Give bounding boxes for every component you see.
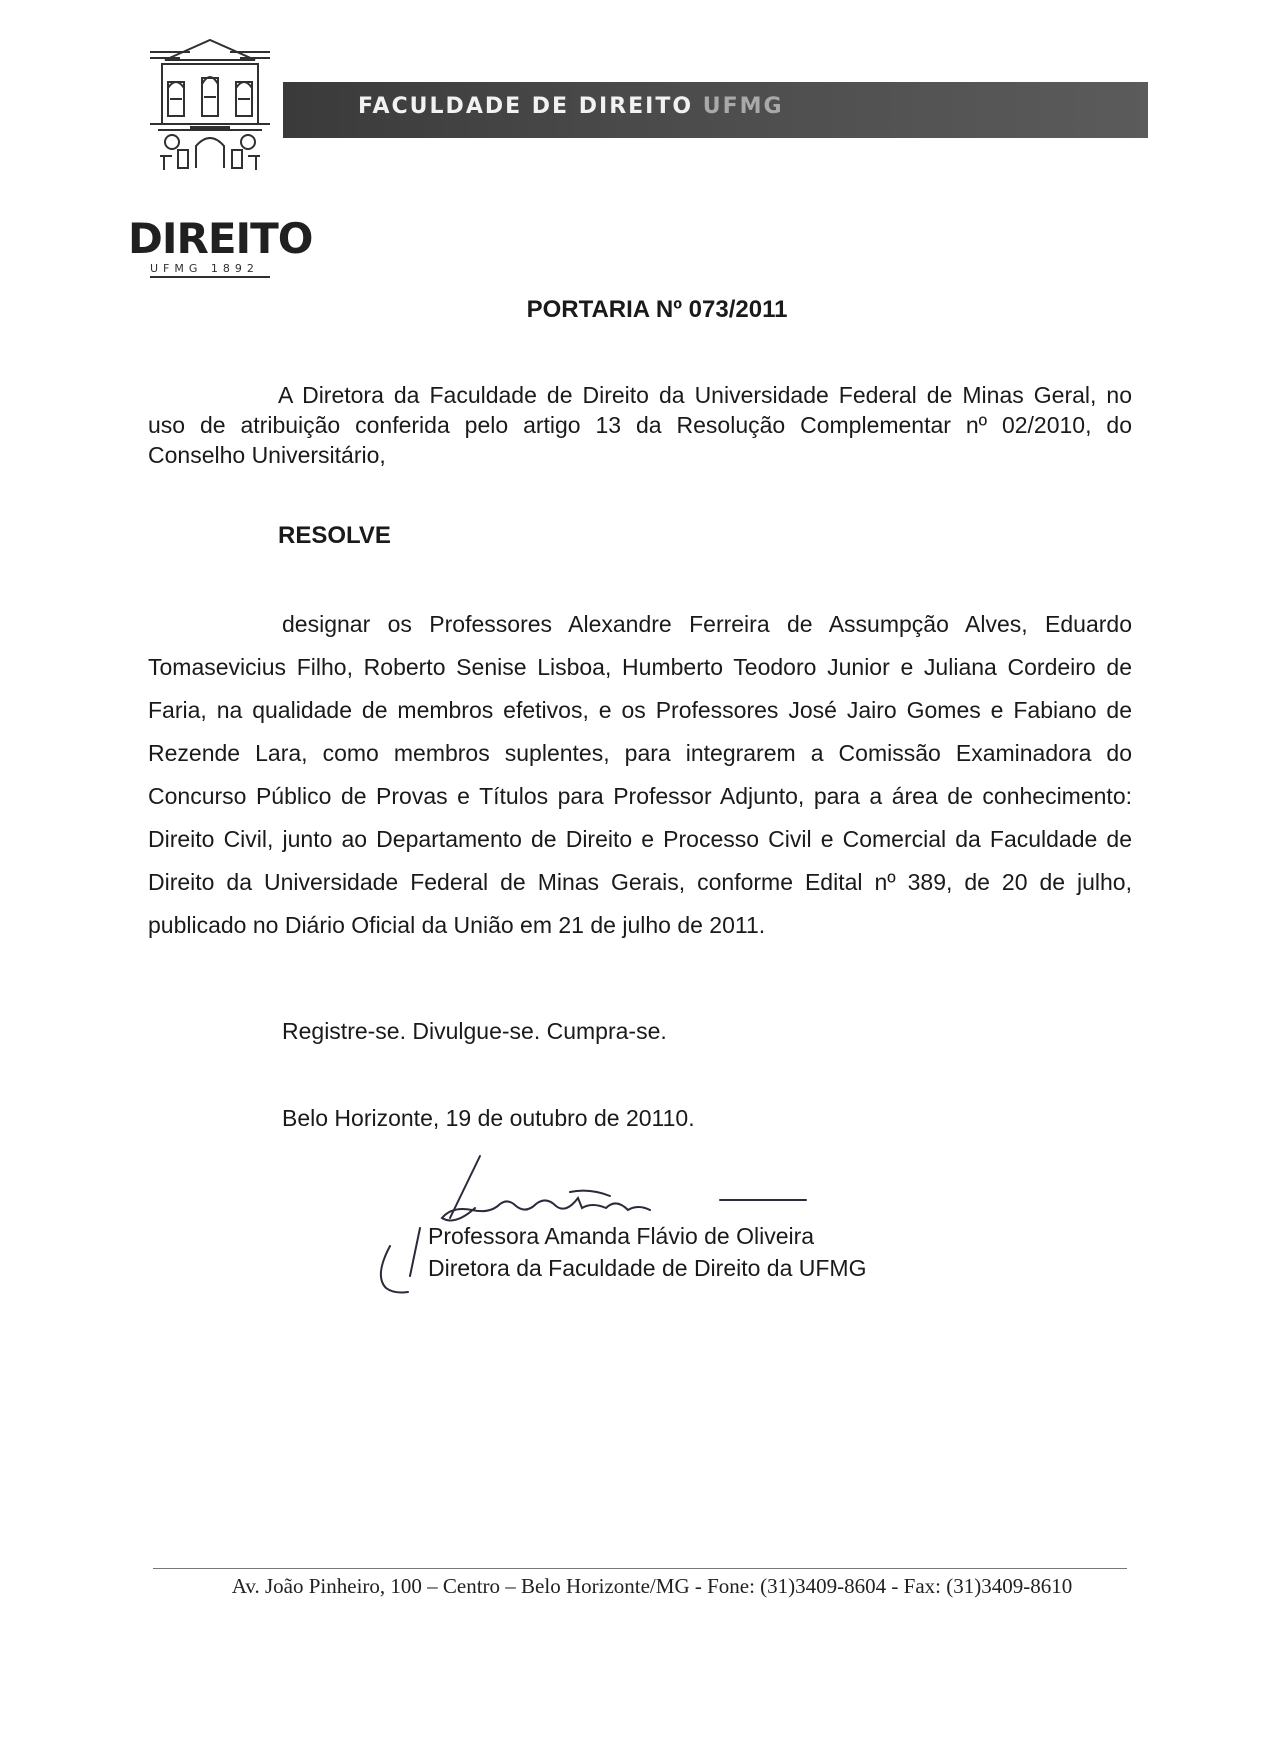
closing-line: Registre-se. Divulgue-se. Cumpra-se.: [282, 1018, 667, 1044]
banner-title: [358, 94, 784, 119]
footer-divider: [153, 1568, 1127, 1569]
body-paragraph: [148, 603, 1132, 947]
banner-title-ufmg: UFMG: [702, 94, 784, 119]
faculty-logo: [128, 38, 313, 275]
intro-text: A Diretora da Faculdade de Direito da Universidade Federal de Minas Geral, no uso de atribuição conferida pelo artigo 13 da Resolução Complementar nº 02/2010, do Conselho Universitário,: [148, 382, 1132, 468]
resolve-heading: RESOLVE: [278, 522, 391, 549]
body-text: designar os Professores Alexandre Ferreira de Assumpção Alves, Eduardo Tomasevicius Filho, Roberto Senise Lisboa, Humberto Teodoro Junior e Juliana Cordeiro de Faria, na qualidade de membros efetivos, e os Professores José Jairo Gomes e Fabiano de Rezende Lara, como membros suplentes, para integrarem a Comissão Examinadora do Concurso Público de Provas e Títulos para Professor Adjunto, para a área de conhecimento: Direito Civil, junto ao Departamento de Direito e Processo Civil e Comercial da Faculdade de Direito da Universidade Federal de Minas Gerais, conforme Edital nº 389, de 20 de julho, publicado no Diário Oficial da União em 21 de julho de 2011.: [148, 611, 1132, 938]
place-and-date: Belo Horizonte, 19 de outubro de 20110.: [282, 1105, 695, 1131]
signer-block: [428, 1220, 866, 1284]
intro-paragraph: [148, 380, 1132, 470]
logo-wordmark: DIREITO: [128, 214, 313, 263]
signer-role: Diretora da Faculdade de Direito da UFMG: [428, 1255, 867, 1281]
footer-address: Av. João Pinheiro, 100 – Centro – Belo Horizonte/MG - Fone: (31)3409-8604 - Fax: (31)3409-8610: [231, 1574, 1073, 1598]
building-emblem-icon: [150, 38, 270, 178]
banner-title-main: FACULDADE DE DIREITO: [358, 94, 694, 119]
header-banner: [283, 82, 1148, 138]
signer-name: Professora Amanda Flávio de Oliveira: [428, 1223, 815, 1249]
document-title: PORTARIA Nº 073/2011: [526, 296, 788, 323]
logo-subtitle: UFMG 1892: [150, 262, 270, 278]
